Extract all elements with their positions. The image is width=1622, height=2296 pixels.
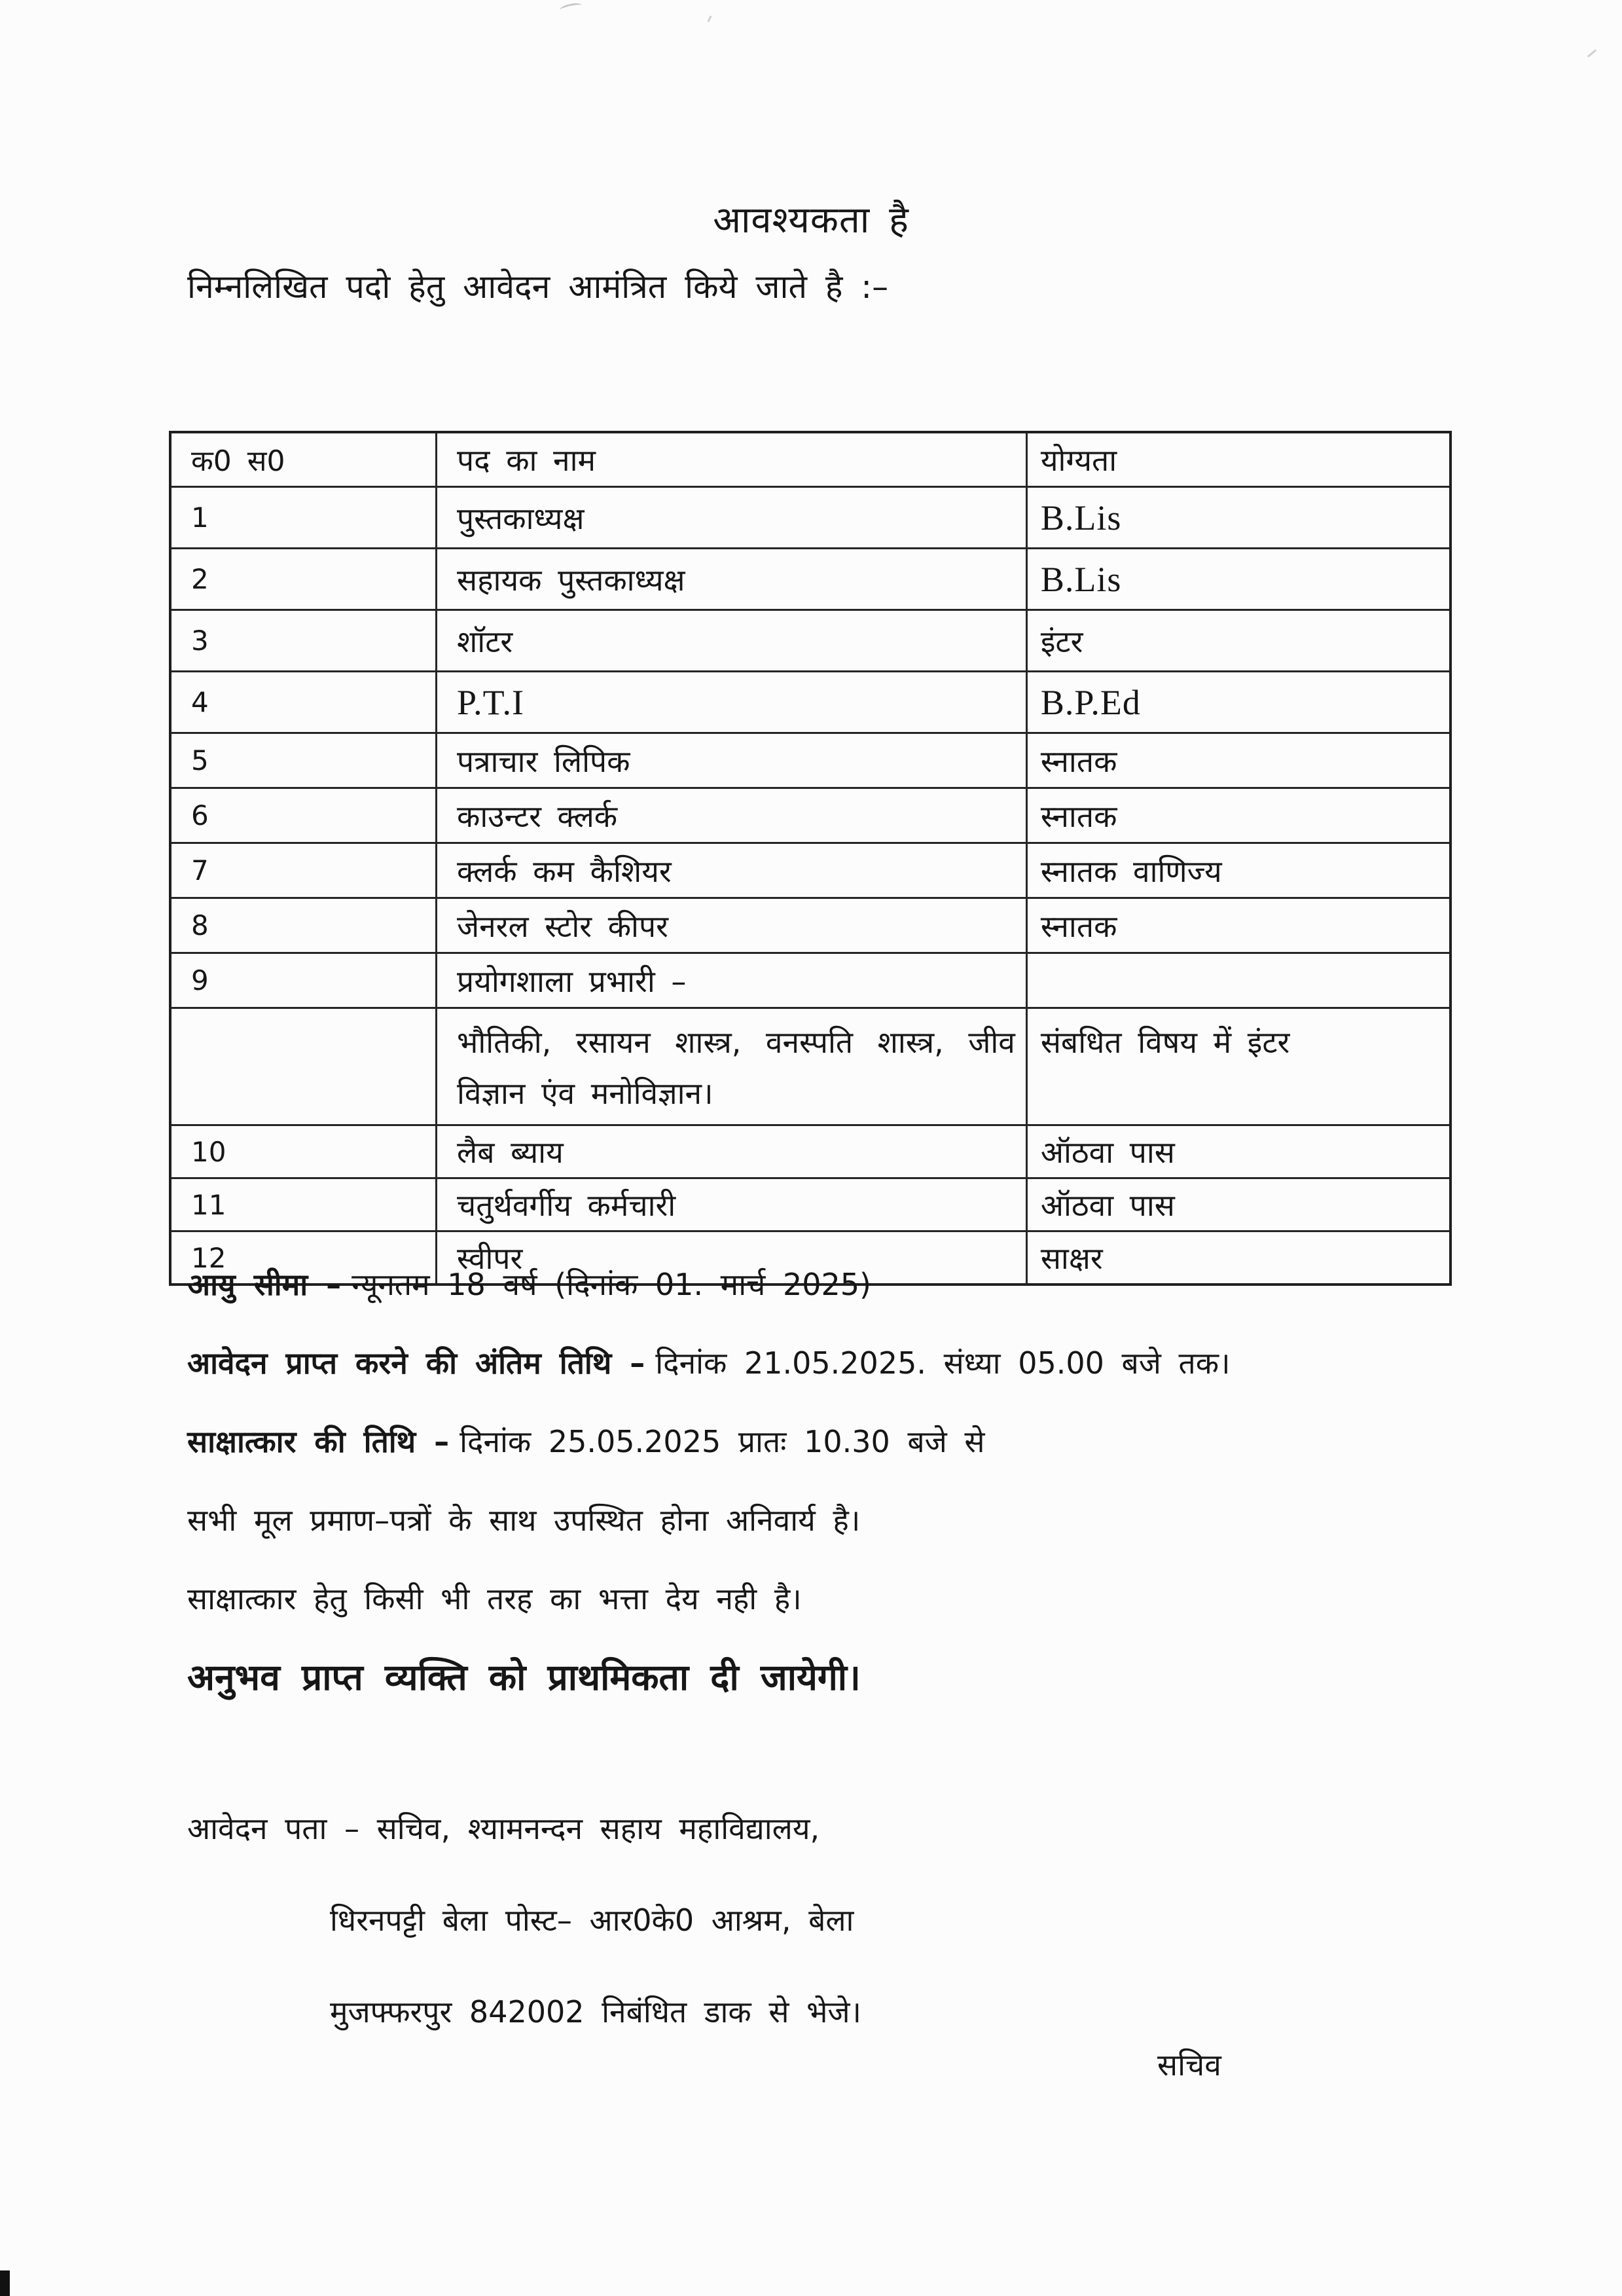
- cell-serial-no: 9: [171, 954, 437, 1007]
- signature-secretary: सचिव: [1157, 2047, 1221, 2083]
- note-text: साक्षात्कार हेतु किसी भी तरह का भत्ता देय नही है।: [187, 1581, 802, 1616]
- header-post-name: पद का नाम: [437, 433, 1028, 486]
- table-row: [171, 1126, 1449, 1179]
- table-row: [171, 899, 1449, 954]
- table-row: [171, 844, 1449, 899]
- page-title: आवश्यकता है: [713, 199, 909, 242]
- cell-serial-no: 5: [171, 734, 437, 787]
- address-block: [187, 1804, 1431, 2079]
- cell-post-name: लैब ब्याय: [437, 1126, 1028, 1177]
- note-label: आयु सीमा –: [187, 1267, 342, 1302]
- scan-pencil-mark: [707, 16, 717, 26]
- cell-qualification: B.P.Ed: [1040, 682, 1141, 722]
- cell-serial-no: 8: [171, 899, 437, 952]
- scan-artifact-corner: [0, 2270, 10, 2296]
- table-row: [171, 611, 1449, 672]
- cell-serial-no: 1: [171, 488, 437, 547]
- cell-post-name: स्वीपर: [437, 1232, 1028, 1283]
- intro-line: निम्नलिखित पदो हेतु आवेदन आमंत्रित किये जाते है :–: [187, 268, 889, 306]
- address-line-2: धिरनपट्टी बेला पोस्ट– आर0के0 आश्रम, बेला: [330, 1903, 854, 1938]
- note-interview-date: [187, 1418, 1490, 1465]
- scan-pencil-mark: [1587, 49, 1596, 58]
- note-experience-preference: [187, 1654, 1490, 1701]
- table-row: [171, 549, 1449, 611]
- table-row: [171, 789, 1449, 844]
- cell-serial-no: 6: [171, 789, 437, 842]
- note-text: सभी मूल प्रमाण–पत्रों के साथ उपस्थित होना अनिवार्य है।: [187, 1503, 861, 1538]
- cell-qualification: स्नातक वाणिज्य: [1040, 853, 1222, 889]
- note-original-documents: [187, 1497, 1490, 1544]
- note-text: दिनांक 21.05.2025. संध्या 05.00 बजे तक।: [655, 1345, 1231, 1381]
- cell-post-name: क्लर्क कम कैशियर: [437, 844, 1028, 897]
- cell-serial-no: 10: [171, 1126, 437, 1177]
- table-header-row: [171, 433, 1449, 488]
- address-line-1: आवेदन पता – सचिव, श्यामनन्दन सहाय महाविद्यालय,: [187, 1811, 820, 1846]
- note-label: आवेदन प्राप्त करने की अंतिम तिथि –: [187, 1345, 645, 1381]
- cell-qualification: संबधित विषय में इंटर: [1040, 1025, 1290, 1060]
- cell-qualification: स्नातक: [1040, 908, 1117, 944]
- cell-qualification: साक्षर: [1040, 1241, 1103, 1276]
- cell-serial-no: 7: [171, 844, 437, 897]
- table-body: [171, 488, 1449, 1283]
- cell-qualification: ऑठवा पास: [1040, 1188, 1175, 1223]
- table-row: [171, 672, 1449, 734]
- cell-post-name: पत्राचार लिपिक: [437, 734, 1028, 787]
- cell-qualification: स्नातक: [1040, 798, 1117, 834]
- header-serial-no: क0 स0: [171, 433, 437, 486]
- note-text: दिनांक 25.05.2025 प्रातः 10.30 बजे से: [460, 1424, 985, 1459]
- cell-post-name: सहायक पुस्तकाध्यक्ष: [437, 549, 1028, 609]
- cell-qualification: [1028, 954, 1449, 1007]
- table-row: [171, 488, 1449, 549]
- cell-post-name: काउन्टर क्लर्क: [437, 789, 1028, 842]
- cell-post-name: जेनरल स्टोर कीपर: [437, 899, 1028, 952]
- cell-serial-no: 2: [171, 549, 437, 609]
- cell-post-name: चतुर्थवर्गीय कर्मचारी: [437, 1179, 1028, 1230]
- notes-section: [187, 1261, 1490, 1732]
- cell-qualification: इंटर: [1040, 623, 1083, 659]
- cell-qualification: ऑठवा पास: [1040, 1135, 1175, 1170]
- table-row: [171, 1179, 1449, 1232]
- cell-qualification: B.Lis: [1040, 498, 1122, 538]
- cell-post-name: शॉटर: [437, 611, 1028, 670]
- table-row: [171, 1009, 1449, 1126]
- header-qualification: योग्यता: [1040, 443, 1117, 478]
- cell-post-name: भौतिकी, रसायन शास्त्र, वनस्पति शास्त्र, जीव विज्ञान एंव मनोविज्ञान।: [437, 1009, 1028, 1124]
- note-age-limit: [187, 1261, 1490, 1308]
- cell-post-name: पुस्तकाध्यक्ष: [437, 488, 1028, 547]
- cell-qualification: B.Lis: [1040, 559, 1122, 599]
- scan-pencil-mark: [559, 2, 583, 14]
- cell-serial-no: 4: [171, 672, 437, 732]
- cell-serial-no: 11: [171, 1179, 437, 1230]
- note-text: अनुभव प्राप्त व्यक्ति को प्राथमिकता दी जायेगी।: [187, 1656, 861, 1698]
- cell-serial-no: [171, 1009, 437, 1124]
- note-no-allowance: [187, 1575, 1490, 1622]
- cell-post-name: P.T.I: [437, 672, 1028, 732]
- cell-qualification: स्नातक: [1040, 743, 1117, 779]
- table-row: [171, 734, 1449, 789]
- note-text: न्यूनतम 18 वर्ष (दिनांक 01. मार्च 2025): [351, 1267, 871, 1302]
- table-row: [171, 954, 1449, 1009]
- cell-serial-no: 3: [171, 611, 437, 670]
- cell-serial-no: 12: [171, 1232, 437, 1283]
- note-label: साक्षात्कार की तिथि –: [187, 1424, 450, 1459]
- note-last-date: [187, 1339, 1490, 1387]
- cell-post-name: प्रयोगशाला प्रभारी –: [437, 954, 1028, 1007]
- address-line-3: मुजफ्फरपुर 842002 निबंधित डाक से भेजे।: [330, 1994, 861, 2030]
- positions-table: [169, 431, 1452, 1286]
